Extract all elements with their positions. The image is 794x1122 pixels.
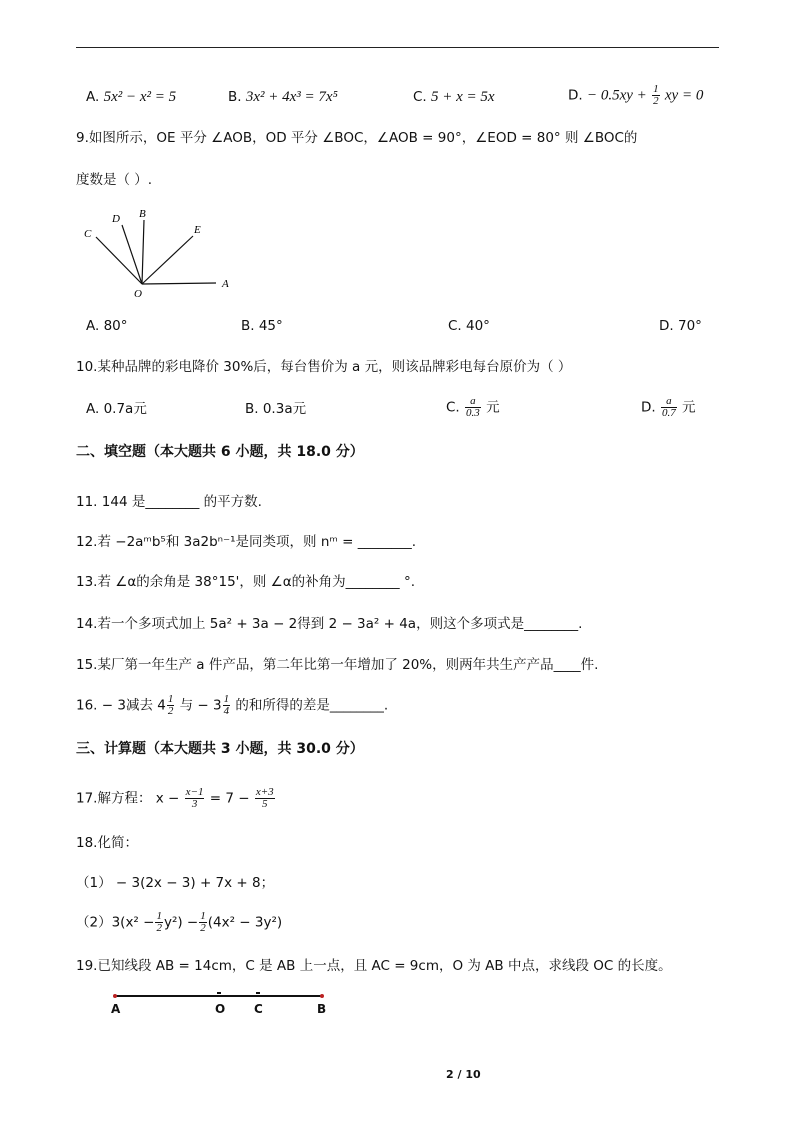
q14: 14.若一个多项式加上 5a² + 3a − 2得到 2 − 3a² + 4a，则这个多项式是________. [76, 616, 583, 632]
fraction: $\frac{x-1}{3}$ [185, 786, 204, 810]
ray-oc [96, 237, 142, 284]
label-o: O [134, 288, 142, 300]
q10-option-c: C. $\frac{a}{0.3}$ 元 [446, 395, 500, 419]
q16: 16. − 3减去 4 $\frac{1}{2}$ 与 − 3 $\frac{1}{4}$ 的和所得的差是________. [76, 693, 389, 717]
ray-oe [142, 236, 193, 284]
segment-label-a: A [111, 1002, 121, 1016]
q12: 12.若 −2aᵐb⁵和 3a2bⁿ⁻¹是同类项，则 nᵐ = ________. [76, 534, 416, 550]
q9-question: 9.如图所示，OE 平分 ∠AOB，OD 平分 ∠BOC，∠AOB = 90°，∠EOD = 80° 则 ∠BOC的 [76, 130, 638, 146]
q18-part1: （1） − 3(2x − 3) + 7x + 8； [76, 875, 275, 891]
q9-option-c: C. 40° [448, 318, 490, 334]
ray-oa [142, 283, 216, 284]
fraction: $\frac{1}{2}$ [156, 910, 162, 934]
q8-option-b: B. 3x² + 4x³ = 7x⁵ [228, 89, 338, 105]
q8-option-c: C. 5 + x = 5x [413, 89, 495, 105]
point-a [113, 994, 117, 998]
q10-question: 10.某种品牌的彩电降价 30%后，每台售价为 a 元，则该品牌彩电每台原价为（ ） [76, 359, 572, 375]
page-number: 2 / 10 [446, 1068, 481, 1081]
q19: 19.已知线段 AB = 14cm，C 是 AB 上一点，且 AC = 9cm，O 为 AB 中点，求线段 OC 的长度。 [76, 958, 672, 974]
section-title-fill-blank: 二、填空题（本大题共 6 小题，共 18.0 分） [76, 444, 364, 460]
q8-option-d: D. − 0.5xy + $\frac{1}{2}$ xy = 0 [568, 83, 704, 107]
fraction: $\frac{x+3}{5}$ [255, 786, 274, 810]
q10-option-d: D. $\frac{a}{0.7}$ 元 [641, 395, 696, 419]
fraction: $\frac{1}{4}$ [223, 693, 230, 717]
q9-option-d: D. 70° [659, 318, 702, 334]
fraction: $\frac{1}{2}$ [167, 693, 174, 717]
header-rule [76, 47, 719, 48]
q13: 13.若 ∠α的余角是 38°15'，则 ∠α的补角为________ °. [76, 574, 415, 590]
fraction: $\frac{a}{0.7}$ [661, 395, 676, 419]
fraction: $\frac{1}{2}$ [200, 910, 206, 934]
q10-option-b: B. 0.3a元 [245, 401, 307, 417]
q9-question-cont: 度数是（ ）. [76, 172, 153, 188]
ray-od [122, 225, 142, 284]
label-a: A [222, 278, 229, 290]
q11: 11. 144 是________ 的平方数. [76, 494, 262, 510]
q15: 15.某厂第一年生产 a 件产品，第二年比第一年增加了 20%，则两年共生产产品____件. [76, 657, 599, 673]
segment-label-o: O [215, 1002, 226, 1016]
q10-option-a: A. 0.7a元 [86, 401, 147, 417]
segment-label-c: C [254, 1002, 263, 1016]
angle-figure [76, 200, 246, 300]
label-e: E [194, 224, 201, 236]
fraction: $\frac{1}{2}$ [653, 83, 659, 107]
q18-title: 18.化简： [76, 835, 138, 851]
label-d: D [112, 213, 120, 225]
ray-ob [142, 220, 144, 284]
q18-part2: （2）3(x² − $\frac{1}{2}$ y²) − $\frac{1}{2}$ (4x² − 3y²) [76, 910, 283, 934]
section-title-calculation: 三、计算题（本大题共 3 小题，共 30.0 分） [76, 741, 364, 757]
q17: 17.解方程： x − $\frac{x-1}{3}$ = 7 − $\frac{x+3}{5}$ [76, 786, 274, 810]
segment-label-b: B [317, 1002, 327, 1016]
point-b [320, 994, 324, 998]
label-b: B [139, 208, 146, 220]
q8-option-a: A. 5x² − x² = 5 [86, 89, 177, 105]
q9-option-a: A. 80° [86, 318, 128, 334]
q9-option-b: B. 45° [241, 318, 283, 334]
fraction: $\frac{a}{0.3}$ [466, 395, 480, 419]
label-c: C [84, 228, 92, 240]
